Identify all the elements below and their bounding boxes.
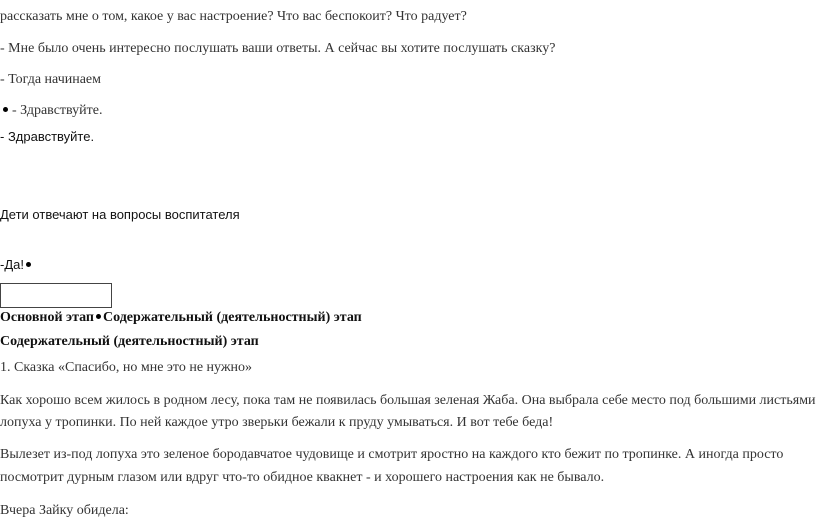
empty-table-cell [0, 283, 112, 308]
paragraph-line: Как хорошо всем жилось в родном лесу, пока там не появилась большая зеленая Жаба. Она выбрала себе место под большими листьями [0, 393, 816, 408]
bullet-line [0, 103, 102, 119]
paragraph-line: Вылезет из-под лопуха это зеленое бородавчатое чудовище и смотрит яростно на каждого кто бежит по тропинке. А иногда просто [0, 447, 784, 462]
text-line: 1. Сказка «Спасибо, но мне это не нужно» [0, 360, 253, 375]
bullet-icon [3, 107, 8, 112]
text-line: Вчера Зайку обидела: [0, 503, 129, 518]
answer-line [0, 257, 33, 274]
section-heading [0, 310, 362, 326]
text-line: - Тогда начинаем [0, 72, 102, 87]
text-line: Дети отвечают на вопросы воспитателя [0, 207, 240, 222]
text-line: рассказать мне о том, какое у вас настроение? Что вас беспокоит? Что радует? [0, 9, 467, 24]
section-heading: Содержательный (деятельностный) этап [0, 334, 259, 349]
paragraph-line: лопуха у тропинки. По ней каждое утро зверьки бежали к пруду умываться. И вот тебе беда! [0, 415, 554, 430]
answer-text: -Да! [0, 257, 24, 272]
paragraph-line: посмотрит дурным глазом или вдруг что-то обидное квакнет - и хорошего настроения как не бывало. [0, 470, 605, 485]
bullet-icon [96, 314, 101, 319]
heading-part: Содержательный (деятельностный) этап [103, 310, 362, 325]
bullet-icon [26, 262, 31, 267]
heading-part: Основной этап [0, 310, 94, 325]
text-line: - Здравствуйте. [0, 129, 95, 144]
text-line: - Мне было очень интересно послушать ваши ответы. А сейчас вы хотите послушать сказку? [0, 41, 556, 56]
greeting-text: - Здравствуйте. [12, 103, 103, 118]
